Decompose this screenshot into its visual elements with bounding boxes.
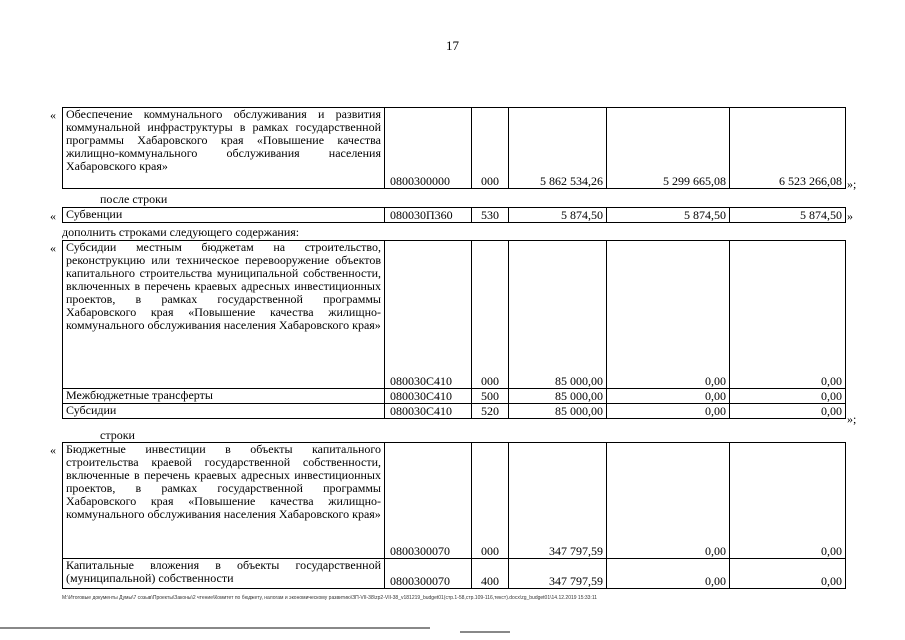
row-code: 0800300070	[385, 443, 472, 559]
table-row	[63, 208, 846, 223]
row-value-1: 5 874,50	[509, 208, 607, 223]
row-code: 080030С410	[385, 404, 472, 419]
row-name: Межбюджетные трансферты	[63, 389, 385, 404]
row-value-3: 6 523 266,08	[730, 108, 846, 189]
row-value-1: 85 000,00	[509, 389, 607, 404]
close-quote-mark: »	[847, 209, 853, 223]
row-value-2: 0,00	[607, 443, 730, 559]
row-code: 0800300000	[385, 108, 472, 189]
table-row	[63, 443, 846, 559]
row-value-3: 0,00	[730, 241, 846, 389]
row-name: Обеспечение коммунального обслуживания и развития коммунальной инфраструктуры в рамках государственной программы Хабаровского края «Повышение качества жилищно-коммунального обслуживания населения Хабаровского края»	[63, 108, 385, 189]
row-value-3: 5 874,50	[730, 208, 846, 223]
row-value-1: 347 797,59	[509, 559, 607, 589]
row-name: Субвенции	[63, 208, 385, 223]
row-group: 000	[472, 241, 509, 389]
row-group: 500	[472, 389, 509, 404]
row-value-1: 85 000,00	[509, 404, 607, 419]
row-name: Субсидии местным бюджетам на строительство, реконструкцию или техническое перевооружение объектов капитального строительства муниципальной собственности, включенных в перечень краевых адресных инвестиционных проектов, в рамках государственной программы Хабаровского края «Повышение качества жилищно-коммунального обслуживания населения Хабаровского края»	[63, 241, 385, 389]
row-code: 0800300070	[385, 559, 472, 589]
table-row	[63, 404, 846, 419]
row-group: 520	[472, 404, 509, 419]
open-quote-mark: «	[50, 443, 56, 457]
table-row	[63, 108, 846, 189]
row-name: Субсидии	[63, 404, 385, 419]
row-group: 000	[472, 108, 509, 189]
row-code: 080030С410	[385, 241, 472, 389]
row-value-1: 85 000,00	[509, 241, 607, 389]
row-name: Бюджетные инвестиции в объекты капитального строительства краевой государственной собственности, включенные в перечень краевых адресных инвестиционных проектов, в рамках государственной программы Хабаровского края «Повышение качества жилищно-коммунального обслуживания населения Хабаровского края»	[63, 443, 385, 559]
row-value-2: 0,00	[607, 241, 730, 389]
table-block-2	[62, 207, 846, 223]
row-code: 080030С410	[385, 389, 472, 404]
row-value-2: 0,00	[607, 404, 730, 419]
row-group: 000	[472, 443, 509, 559]
table-row	[63, 559, 846, 589]
row-value-2: 0,00	[607, 389, 730, 404]
row-value-2: 5 874,50	[607, 208, 730, 223]
row-code: 080030П360	[385, 208, 472, 223]
connector-after-row: после строки	[100, 192, 168, 206]
row-group: 400	[472, 559, 509, 589]
row-group: 530	[472, 208, 509, 223]
row-value-2: 0,00	[607, 559, 730, 589]
table-block-4	[62, 442, 846, 589]
row-value-3: 0,00	[730, 559, 846, 589]
table-row	[63, 389, 846, 404]
open-quote-mark: «	[50, 241, 56, 255]
close-quote-mark: »;	[847, 177, 857, 191]
connector-add-rows: дополнить строками следующего содержания:	[62, 225, 300, 239]
row-value-2: 5 299 665,08	[607, 108, 730, 189]
scan-artifact-line	[460, 631, 510, 633]
row-value-1: 347 797,59	[509, 443, 607, 559]
row-value-1: 5 862 534,26	[509, 108, 607, 189]
page-number: 17	[446, 38, 459, 53]
table-block-1	[62, 107, 846, 189]
footer-file-path: M:\Итоговые документы Думы\7 созыв\Проекты\Законы\2 чтение\Комитет по бюджету, налогам и экономическому развитию\ЗП-VII-38\zp2-VII-38_v181219_budget01(стр.1-58,стр.109-116,текст).docx\zg_budget01\14.12.2019 15:33:11	[62, 595, 598, 601]
close-quote-mark: »;	[847, 412, 857, 426]
table-block-3	[62, 240, 846, 419]
open-quote-mark: «	[50, 108, 56, 122]
row-value-3: 0,00	[730, 389, 846, 404]
row-name: Капитальные вложения в объекты государственной (муниципальной) собственности	[63, 559, 385, 589]
open-quote-mark: «	[50, 209, 56, 223]
row-value-3: 0,00	[730, 443, 846, 559]
table-row	[63, 241, 846, 389]
row-value-3: 0,00	[730, 404, 846, 419]
scan-artifact-line	[0, 627, 430, 629]
connector-rows: строки	[100, 428, 135, 442]
